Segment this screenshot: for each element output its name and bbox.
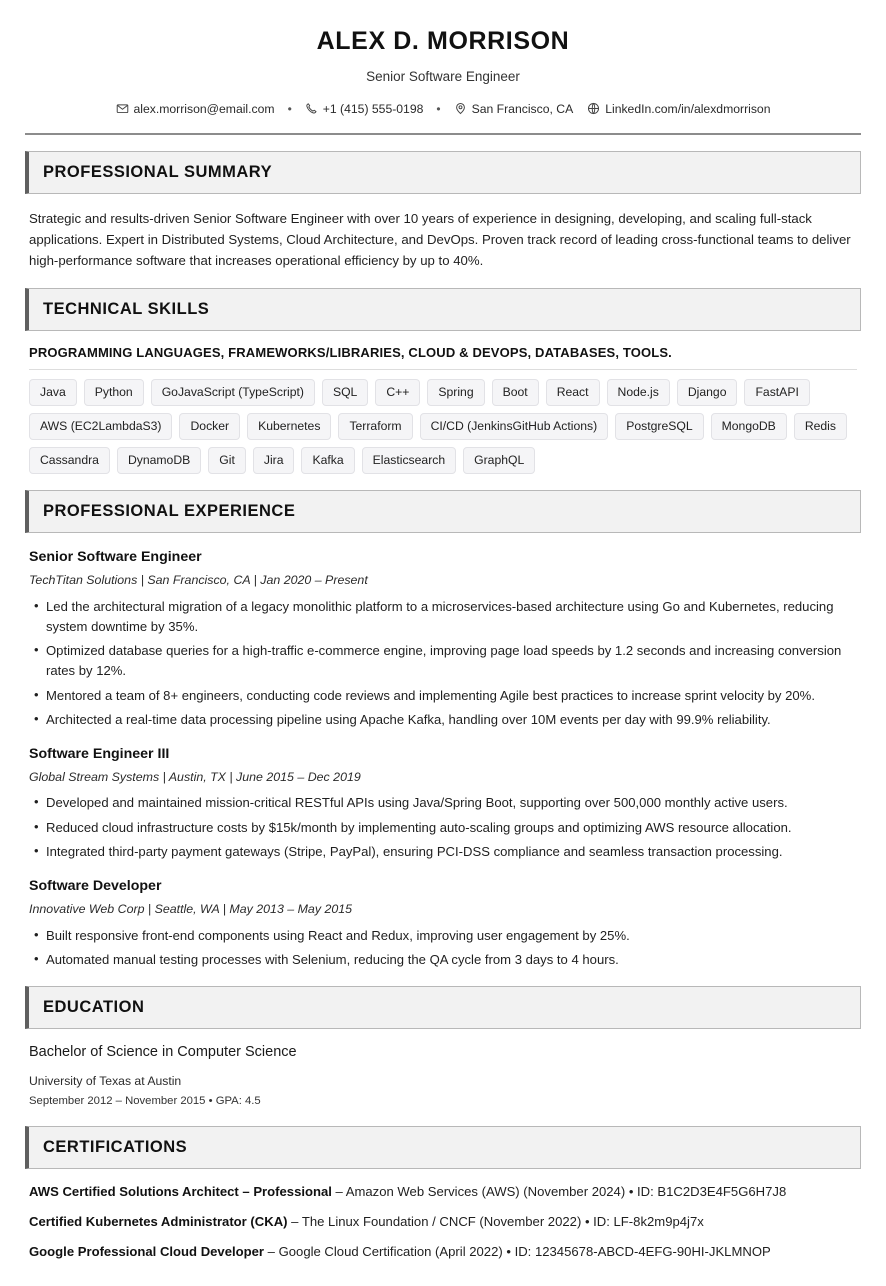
experience-entry [29, 877, 857, 970]
experience-bullet-list [29, 926, 857, 971]
skill-row [29, 447, 857, 474]
certification-item [29, 1183, 857, 1202]
candidate-name: ALEX D. MORRISON [316, 27, 570, 55]
experience-job-title: Software Developer [29, 878, 162, 895]
globe-icon [587, 102, 600, 115]
contact-linkedin-text: LinkedIn.com/in/alexdmorrison [605, 101, 771, 116]
contact-email-text: alex.morrison@email.com [133, 101, 275, 116]
section-header-experience [25, 490, 861, 533]
certification-detail: – The Linux Foundation / CNCF (November 2022) • ID: LF-8k2m9p4j7x [287, 1213, 704, 1229]
skills-categories-line: PROGRAMMING LANGUAGES, FRAMEWORKS/LIBRARIES, CLOUD & DEVOPS, DATABASES, TOOLS. [29, 345, 857, 370]
contact-phone[interactable] [305, 102, 424, 116]
skill-tag[interactable]: Git [208, 447, 246, 474]
contact-separator-2: • [436, 101, 441, 116]
contact-row [25, 102, 861, 116]
certification-item [29, 1213, 857, 1232]
skill-tag[interactable]: Kafka [301, 447, 354, 474]
contact-location-text: San Francisco, CA [471, 101, 574, 116]
skill-row [29, 379, 857, 406]
contact-location [454, 102, 574, 116]
section-certifications [25, 1126, 861, 1262]
experience-job-title: Senior Software Engineer [29, 549, 202, 566]
certification-detail: – Google Cloud Certification (April 2022) • ID: 12345678-ABCD-4EFG-90HI-JKLMNOP [264, 1243, 771, 1259]
experience-entry [29, 745, 857, 862]
contact-email[interactable] [116, 102, 275, 116]
skill-tag[interactable]: React [546, 379, 600, 406]
section-header-skills [25, 288, 861, 331]
section-body-certifications [25, 1183, 861, 1262]
location-pin-icon [454, 102, 467, 115]
certification-name: Google Professional Cloud Developer [29, 1243, 265, 1259]
skill-row [29, 413, 857, 440]
skill-tag[interactable]: C++ [375, 379, 420, 406]
skill-tag[interactable]: Docker [179, 413, 240, 440]
skill-tag-rows [29, 379, 857, 475]
skill-tag[interactable]: Jira [253, 447, 295, 474]
certification-list [29, 1183, 857, 1262]
experience-bullet: • Reduced cloud infrastructure costs by $15k/month by implementing auto-scaling groups and optimizing AWS resource allocation. [29, 818, 857, 838]
experience-bullet: • Mentored a team of 8+ engineers, conducting code reviews and implementing Agile best practices to increase sprint velocity by 20%. [29, 686, 857, 706]
certification-item [29, 1243, 857, 1262]
section-body-experience [25, 548, 861, 970]
skill-tag[interactable]: Python [84, 379, 144, 406]
skill-tag[interactable]: GoJavaScript (TypeScript) [151, 379, 315, 406]
section-header-education [25, 986, 861, 1029]
section-body-skills [25, 345, 861, 475]
skill-tag[interactable]: FastAPI [744, 379, 809, 406]
section-title-experience: PROFESSIONAL EXPERIENCE [43, 502, 296, 521]
skill-tag[interactable]: Node.js [607, 379, 670, 406]
skill-tag[interactable]: SQL [322, 379, 368, 406]
experience-bullet: • Automated manual testing processes with Selenium, reducing the QA cycle from 3 days to 4 hours. [29, 950, 857, 970]
experience-job-meta: TechTitan Solutions | San Francisco, CA | Jan 2020 – Present [29, 572, 368, 587]
summary-paragraph: Strategic and results-driven Senior Software Engineer with over 10 years of experience in designing, developing, and scaling full-stack applications. Expert in Distributed Systems, Cloud Architecture, and DevOps. Proven track record of leading cross-functional teams to deliver high-performance software that increases operational efficiency by up to 40%. [29, 210, 851, 269]
section-body-education [25, 1043, 861, 1109]
education-dates-gpa: September 2012 – November 2015 • GPA: 4.5 [29, 1094, 261, 1107]
skill-tag[interactable]: MongoDB [711, 413, 787, 440]
section-body-summary [25, 208, 861, 272]
skill-tag[interactable]: Spring [427, 379, 484, 406]
skill-tag[interactable]: AWS (EC2LambdaS3) [29, 413, 172, 440]
education-degree: Bachelor of Science in Computer Science [29, 1044, 297, 1061]
skill-tag[interactable]: DynamoDB [117, 447, 201, 474]
skill-tag[interactable]: GraphQL [463, 447, 535, 474]
skill-tag[interactable]: Java [29, 379, 77, 406]
skill-tag[interactable]: Cassandra [29, 447, 110, 474]
section-title-education: EDUCATION [43, 998, 145, 1017]
skill-tag[interactable]: Redis [794, 413, 847, 440]
section-header-summary [25, 151, 861, 194]
certification-detail: – Amazon Web Services (AWS) (November 2024) • ID: B1C2D3E4F5G6H7J8 [331, 1183, 787, 1199]
contact-phone-text: +1 (415) 555-0198 [322, 101, 424, 116]
experience-bullet-list [29, 793, 857, 862]
skill-tag[interactable]: Terraform [338, 413, 412, 440]
section-professional-experience [25, 490, 861, 970]
envelope-icon [116, 102, 129, 115]
experience-bullet: • Integrated third-party payment gateways (Stripe, PayPal), ensuring PCI-DSS compliance and seamless transaction processing. [29, 842, 857, 862]
section-title-certifications: CERTIFICATIONS [43, 1137, 188, 1156]
certification-name: Certified Kubernetes Administrator (CKA) [29, 1213, 288, 1229]
section-professional-summary [25, 151, 861, 272]
section-title-summary: PROFESSIONAL SUMMARY [43, 162, 273, 181]
section-technical-skills [25, 288, 861, 475]
skill-tag[interactable]: Boot [492, 379, 539, 406]
experience-bullet: • Built responsive front-end components using React and Redux, improving user engagement by 25%. [29, 926, 857, 946]
experience-bullet: • Led the architectural migration of a legacy monolithic platform to a microservices-based architecture using Go and Kubernetes, reducing system downtime by 35%. [29, 597, 857, 638]
contact-linkedin[interactable] [587, 102, 770, 116]
experience-bullet-list [29, 597, 857, 731]
candidate-job-title: Senior Software Engineer [366, 69, 520, 84]
certification-name: AWS Certified Solutions Architect – Professional [29, 1183, 332, 1199]
skill-tag[interactable]: Elasticsearch [362, 447, 456, 474]
resume-header [25, 0, 861, 135]
skill-tag[interactable]: Django [677, 379, 738, 406]
education-school: University of Texas at Austin [29, 1073, 182, 1088]
section-education [25, 986, 861, 1109]
skill-tag[interactable]: CI/CD (JenkinsGitHub Actions) [420, 413, 609, 440]
section-header-certifications [25, 1126, 861, 1169]
experience-job-title: Software Engineer III [29, 746, 170, 763]
skill-tag[interactable]: PostgreSQL [615, 413, 703, 440]
experience-bullet: • Architected a real-time data processing pipeline using Apache Kafka, handling over 10M events per day with 99.9% reliability. [29, 710, 857, 730]
experience-bullet: • Optimized database queries for a high-traffic e-commerce engine, improving page load speeds by 1.2 seconds and increasing conversion rates by 12%. [29, 641, 857, 682]
experience-job-meta: Innovative Web Corp | Seattle, WA | May 2013 – May 2015 [29, 901, 353, 916]
experience-entry [29, 548, 857, 730]
contact-separator-1: • [287, 101, 292, 116]
skill-tag[interactable]: Kubernetes [247, 413, 331, 440]
experience-bullet: • Developed and maintained mission-critical RESTful APIs using Java/Spring Boot, supporting over 500,000 monthly active users. [29, 793, 857, 813]
header-divider [25, 133, 861, 135]
phone-icon [305, 102, 318, 115]
experience-job-meta: Global Stream Systems | Austin, TX | June 2015 – Dec 2019 [29, 769, 361, 784]
page-bottom-spacer [25, 1272, 861, 1286]
section-title-skills: TECHNICAL SKILLS [43, 299, 210, 318]
